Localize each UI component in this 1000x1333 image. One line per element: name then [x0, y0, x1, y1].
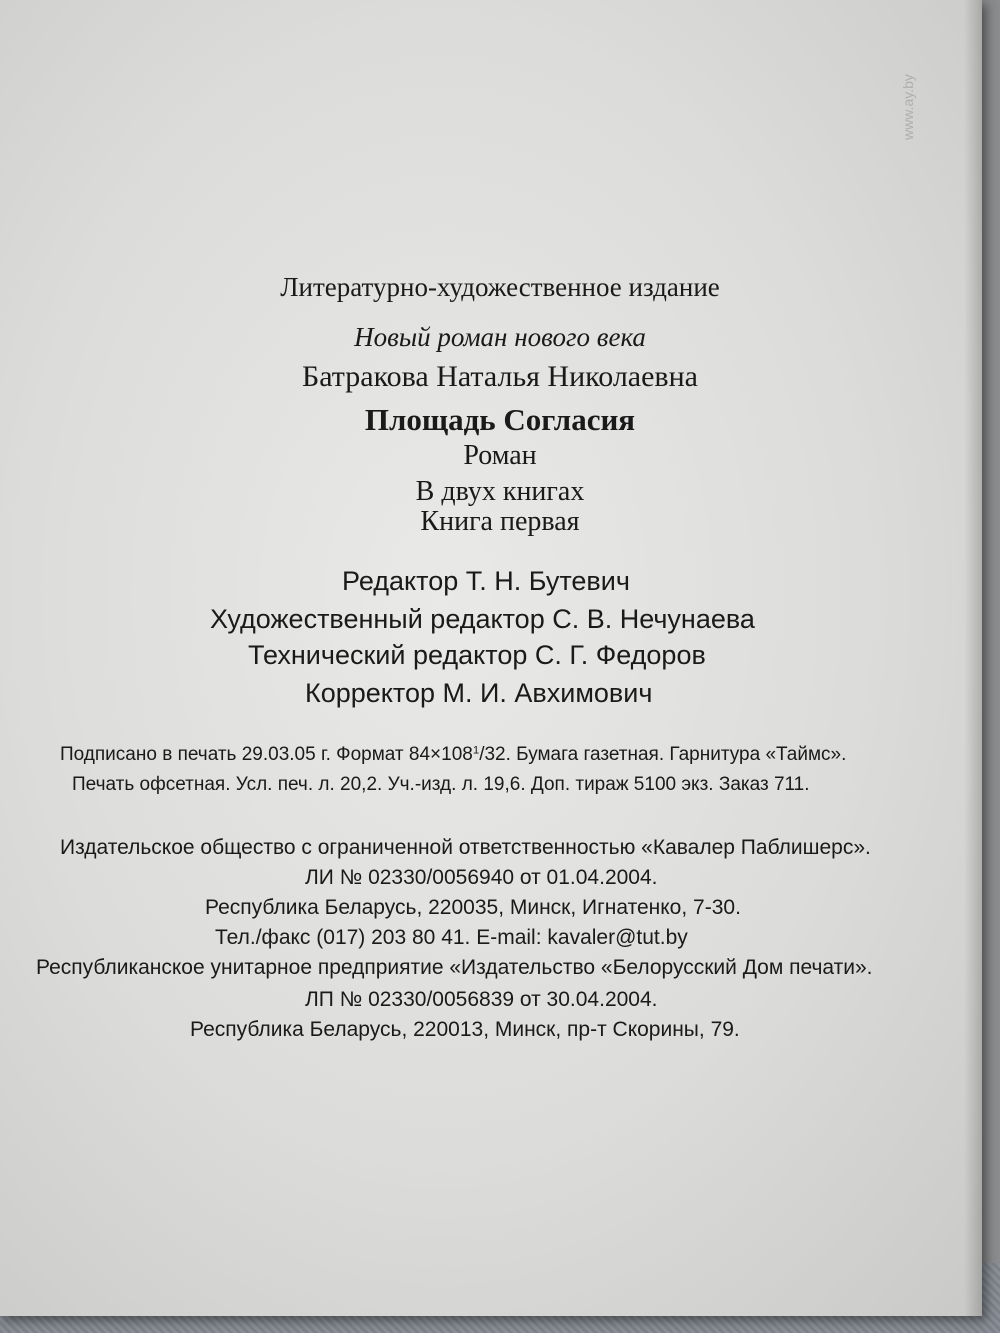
photo-watermark: www.ay.by: [900, 74, 916, 140]
volume-number: Книга первая: [420, 506, 580, 537]
printer-address: Республика Беларусь, 220013, Минск, пр-т Скорины, 79.: [190, 1018, 740, 1041]
publisher-contact: Тел./факс (017) 203 80 41. E-mail: kavaler@tut.by: [215, 926, 688, 949]
genre: Роман: [463, 440, 537, 471]
printer-license: ЛП № 02330/0056839 от 30.04.2004.: [305, 988, 658, 1011]
art-editor-credit: Художественный редактор С. В. Нечунаева: [210, 604, 755, 634]
series-name: Новый роман нового века: [354, 322, 646, 352]
volumes-note: В двух книгах: [415, 476, 585, 507]
editor-credit: Редактор Т. Н. Бутевич: [342, 566, 630, 596]
author-name: Батракова Наталья Николаевна: [302, 360, 698, 393]
page-edge-shadow: [964, 0, 982, 1316]
printer-name: Республиканское унитарное предприятие «Издательство «Белорусский Дом печати».: [36, 956, 873, 979]
publisher-address: Республика Беларусь, 220035, Минск, Игнатенко, 7-30.: [205, 896, 741, 919]
publisher-name: Издательское общество с ограниченной ответственностью «Кавалер Паблишерс».: [60, 836, 871, 859]
print-specs-line-1: Подписано в печать 29.03.05 г. Формат $84\times 108^1/32$. Бумага газетная. Гарнитура «Таймс».: [60, 744, 847, 765]
book-title: Площадь Согласия: [364, 402, 636, 437]
print-specs-line-2: Печать офсетная. Усл. печ. л. 20,2. Уч.-изд. л. 19,6. Доп. тираж 5100 экз. Заказ 711.: [72, 774, 810, 795]
tech-editor-credit: Технический редактор С. Г. Федоров: [248, 640, 706, 670]
publisher-license: ЛИ № 02330/0056940 от 01.04.2004.: [305, 866, 658, 889]
proofreader-credit: Корректор М. И. Авхимович: [305, 678, 653, 708]
publication-type: Литературно-художественное издание: [280, 272, 720, 302]
